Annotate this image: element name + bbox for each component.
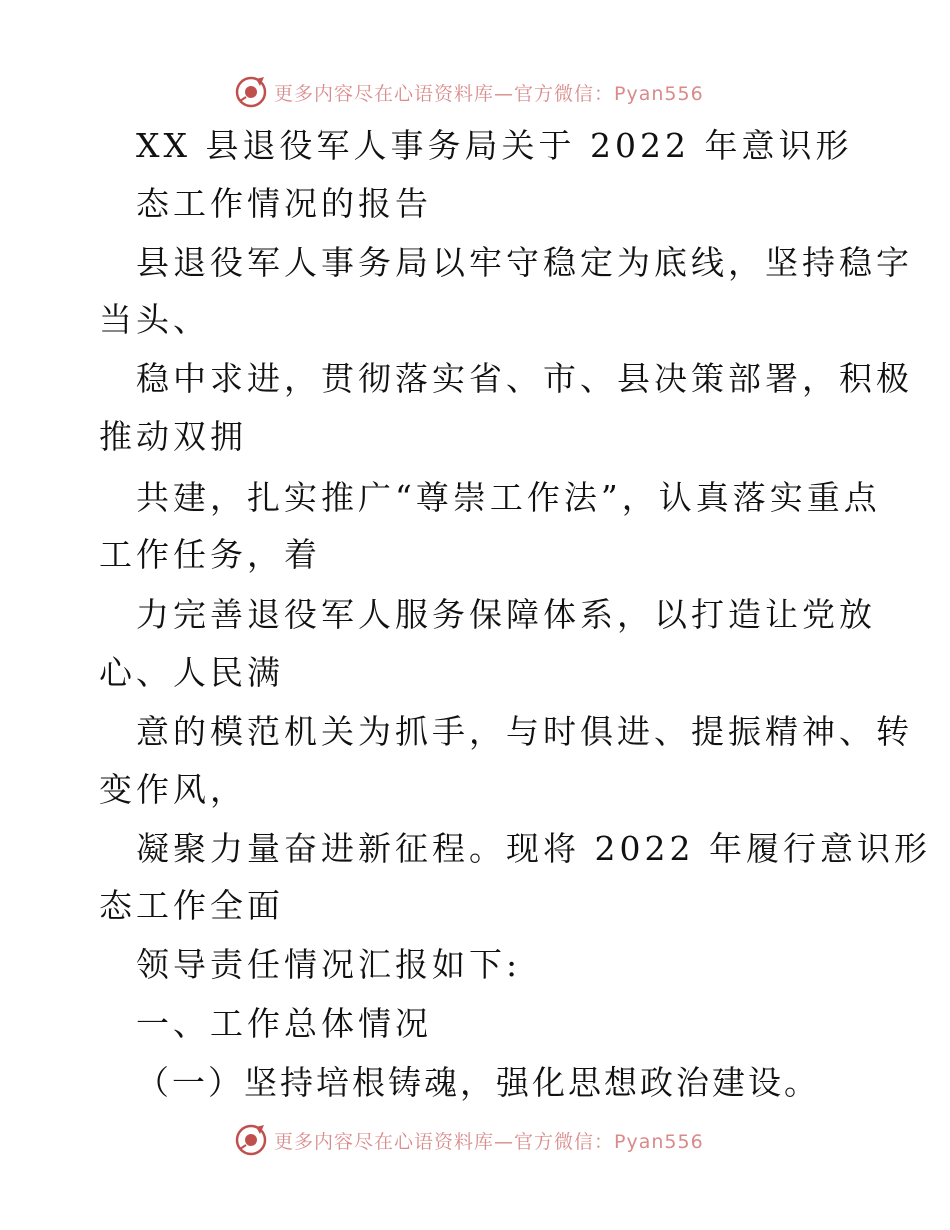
body-line: 县退役军人事务局以牢守稳定为底线，坚持稳字 bbox=[136, 243, 913, 282]
body-line: 稳中求进，贯彻落实省、市、县决策部署，积极 bbox=[136, 359, 913, 398]
body-line: 意的模范机关为抓手，与时俱进、提振精神、转 bbox=[136, 712, 913, 751]
section-heading: 一、工作总体情况 bbox=[136, 1004, 432, 1043]
body-line: 工作任务，着 bbox=[99, 535, 321, 574]
body-line: 变作风， bbox=[99, 770, 247, 809]
pen-logo-icon bbox=[234, 1123, 268, 1157]
body-line: 领导责任情况汇报如下: bbox=[136, 945, 522, 984]
watermark-banner-bottom bbox=[0, 1120, 950, 1160]
body-line: 力完善退役军人服务保障体系，以打造让党放 bbox=[136, 595, 876, 634]
watermark-text: 更多内容尽在心语资料库—官方微信：Pyan556 bbox=[274, 1130, 704, 1153]
body-line: 共建，扎实推广“尊崇工作法”，认真落实重点 bbox=[136, 478, 881, 517]
body-line: 当头、 bbox=[99, 300, 210, 339]
body-line: 凝聚力量奋进新征程。现将 2022 年履行意识形 bbox=[136, 829, 931, 868]
document-title-line-2: 态工作情况的报告 bbox=[136, 184, 432, 223]
watermark-text: 更多内容尽在心语资料库—官方微信：Pyan556 bbox=[274, 82, 704, 105]
body-line: 推动双拥 bbox=[99, 417, 247, 456]
body-line: 态工作全面 bbox=[99, 886, 284, 925]
subsection-heading: （一）坚持培根铸魂，强化思想政治建设。 bbox=[136, 1063, 820, 1102]
document-title-line-1: XX 县退役军人事务局关于 2022 年意识形 bbox=[136, 126, 853, 165]
body-line: 心、人民满 bbox=[99, 653, 284, 692]
